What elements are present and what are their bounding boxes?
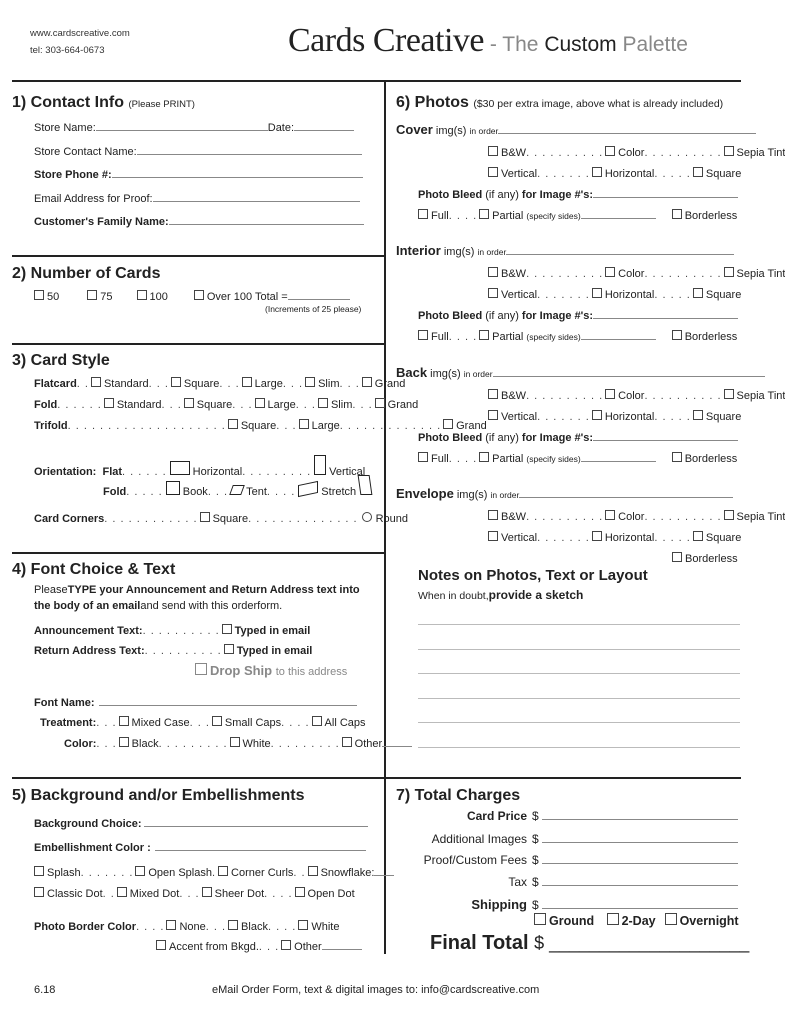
section6-title: 6) Photos ($30 per extra image, above what is already included): [396, 94, 724, 111]
card-price-label: Card Price: [466, 809, 527, 823]
announcement-row[interactable]: Announcement Text: . . . . . . . . . . Typed in email: [34, 625, 311, 637]
photo-group-header[interactable]: Back img(s) in order: [396, 365, 765, 380]
stretch-vertical-shape-icon: [358, 475, 373, 495]
embellishment-row-1[interactable]: Splash . . . . . . . Open Splash . Corner Curls . . Snowflake:: [32, 866, 394, 879]
proof-fees-label: Proof/Custom Fees: [423, 853, 527, 867]
tax-field[interactable]: $: [532, 875, 738, 889]
store-name-field[interactable]: Store Name: Date:: [34, 121, 354, 134]
treatment-row[interactable]: Treatment: . . . Mixed Case . . . Small Caps . . . . All Caps: [40, 717, 366, 729]
vertical-shape-icon: [314, 455, 326, 475]
store-phone-field[interactable]: Store Phone #:: [34, 168, 363, 181]
website-text: www.cardscreative.com: [30, 28, 130, 39]
notes-subtitle: When in doubt, provide a sketch: [418, 588, 584, 602]
photo-color-row[interactable]: B&W . . . . . . . . . . Color . . . . . . . . . . Sepia Tint: [486, 510, 785, 523]
section4-title: 4) Font Choice & Text: [12, 561, 176, 578]
family-name-field[interactable]: Customer's Family Name:: [34, 215, 364, 228]
final-total-field: $ ____________________: [534, 933, 750, 953]
trifold-row[interactable]: Trifold . . . . . . . . . . . . . . . . . . . . Square . . . Large . . . . . . . . . . . . . Grand: [34, 420, 487, 432]
orientation-fold-row[interactable]: Fold . . . . . Book . . . Tent . . . . Stretch: [103, 475, 374, 498]
photo-border-row-1[interactable]: Photo Border Color . . . . None . . . Black . . . . White: [34, 921, 340, 933]
stretch-shape-icon: [298, 481, 318, 497]
notes-line[interactable]: [418, 747, 740, 748]
brand-title: [288, 22, 688, 60]
photo-bleed-options[interactable]: Full . . . . Partial (specify sides) Borderless: [416, 330, 737, 343]
photo-orientation-row[interactable]: Vertical . . . . . . . Horizontal . . . . . Square: [486, 288, 741, 301]
font-color-row[interactable]: Color: . . . Black . . . . . . . . . White . . . . . . . . . Other: [64, 737, 412, 750]
rule-s2: [12, 255, 385, 257]
photo-border-row-2[interactable]: Accent from Bkgd. . . . Other: [154, 940, 362, 953]
brand-custom: Custom: [544, 33, 617, 56]
book-shape-icon: [166, 481, 180, 495]
photo-bleed-row[interactable]: Photo Bleed (if any) for Image #'s:: [418, 188, 738, 201]
card-corners-row[interactable]: Card Corners . . . . . . . . . . . . Square . . . . . . . . . . . . . . Round: [34, 513, 409, 525]
photo-orientation-row[interactable]: Vertical . . . . . . . Horizontal . . . . . Square: [486, 531, 741, 544]
s4-instructions-2: the body of an email and send with this orderform.: [34, 600, 283, 612]
brand-dash: - The: [484, 33, 545, 56]
card-count-options[interactable]: 50 75 100 Over 100 Total =: [32, 290, 350, 303]
additional-images-label: Additional Images: [431, 832, 527, 846]
notes-line[interactable]: [418, 698, 740, 699]
notes-line[interactable]: [418, 722, 740, 723]
horizontal-shape-icon: [170, 461, 190, 475]
photo-bleed-row[interactable]: Photo Bleed (if any) for Image #'s:: [418, 309, 738, 322]
final-total-label: Final Total: [430, 932, 529, 954]
photo-bleed-options[interactable]: Full . . . . Partial (specify sides) Borderless: [416, 452, 737, 465]
shipping-options[interactable]: Ground 2-Day Overnight: [532, 913, 739, 928]
photo-color-row[interactable]: B&W . . . . . . . . . . Color . . . . . . . . . . Sepia Tint: [486, 389, 785, 402]
drop-ship-row[interactable]: Drop Ship to this address: [193, 663, 347, 678]
version-label: 6.18: [34, 984, 56, 996]
embellishment-row-2[interactable]: Classic Dot . . Mixed Dot . . . Sheer Dot . . . . Open Dot: [32, 887, 355, 900]
photo-color-row[interactable]: B&W . . . . . . . . . . Color . . . . . . . . . . Sepia Tint: [486, 267, 785, 280]
notes-line[interactable]: [418, 649, 740, 650]
tax-label: Tax: [508, 875, 527, 889]
photo-borderless-option[interactable]: Borderless: [670, 552, 738, 565]
rule-s4: [12, 552, 385, 554]
photo-orientation-row[interactable]: Vertical . . . . . . . Horizontal . . . . . Square: [486, 167, 741, 180]
orientation-flat-row[interactable]: Orientation: Flat . . . . . . Horizontal . . . . . . . . . Vertical: [34, 455, 365, 478]
phone-text: tel: 303-664-0673: [30, 45, 105, 56]
fold-row[interactable]: Fold . . . . . . Standard . . . Square . . . Large . . . Slim . . . Grand: [34, 399, 419, 411]
brand-logo: Cards Creative: [288, 22, 484, 59]
shipping-field[interactable]: $: [532, 898, 738, 912]
shipping-label: Shipping: [471, 897, 527, 912]
footer-email-link[interactable]: info@cardscreative.com: [421, 984, 540, 996]
card-price-field[interactable]: $: [532, 809, 738, 823]
store-contact-field[interactable]: Store Contact Name:: [34, 145, 362, 158]
font-name-field[interactable]: Font Name:: [34, 696, 357, 709]
tent-shape-icon: [229, 485, 245, 495]
photo-group-header[interactable]: Cover img(s) in order: [396, 122, 756, 137]
increments-note: (Increments of 25 please): [265, 304, 362, 314]
notes-title: Notes on Photos, Text or Layout: [418, 567, 648, 584]
photo-group-header[interactable]: Envelope img(s) in order: [396, 486, 733, 501]
section5-title: 5) Background and/or Embellishments: [12, 787, 305, 804]
s4-instructions-1: Please TYPE your Announcement and Return Address text into: [34, 584, 360, 596]
photo-orientation-row[interactable]: Vertical . . . . . . . Horizontal . . . . . Square: [486, 410, 741, 423]
brand-palette: Palette: [616, 33, 688, 56]
email-field[interactable]: Email Address for Proof:: [34, 192, 360, 205]
photo-group-header[interactable]: Interior img(s) in order: [396, 243, 734, 258]
section7-title: 7) Total Charges: [396, 787, 521, 804]
notes-line[interactable]: [418, 624, 740, 625]
background-choice-field[interactable]: Background Choice:: [34, 817, 368, 830]
return-address-row[interactable]: Return Address Text: . . . . . . . . . . Typed in email: [34, 645, 313, 657]
notes-line[interactable]: [418, 673, 740, 674]
footer-text: eMail Order Form, text & digital images to: info@cardscreative.com: [212, 984, 540, 996]
photo-color-row[interactable]: B&W . . . . . . . . . . Color . . . . . . . . . . Sepia Tint: [486, 146, 785, 159]
photo-bleed-row[interactable]: Photo Bleed (if any) for Image #'s:: [418, 431, 738, 444]
rule-s3: [12, 343, 385, 345]
final-total-row[interactable]: [430, 932, 749, 955]
section2-title: 2) Number of Cards: [12, 265, 161, 282]
section1-title: 1) Contact Info (Please PRINT): [12, 94, 195, 111]
embellishment-color-field[interactable]: Embellishment Color :: [34, 841, 366, 854]
additional-images-field[interactable]: $: [532, 832, 738, 846]
proof-fees-field[interactable]: $: [532, 853, 738, 867]
flatcard-row[interactable]: Flatcard . . Standard . . . Square . . . Large . . . Slim . . . Grand: [34, 378, 406, 390]
rule-s5: [12, 777, 741, 779]
round-radio: [362, 512, 372, 522]
photo-bleed-options[interactable]: Full . . . . Partial (specify sides) Borderless: [416, 209, 737, 222]
header-rule: [12, 80, 741, 82]
section3-title: 3) Card Style: [12, 352, 110, 369]
